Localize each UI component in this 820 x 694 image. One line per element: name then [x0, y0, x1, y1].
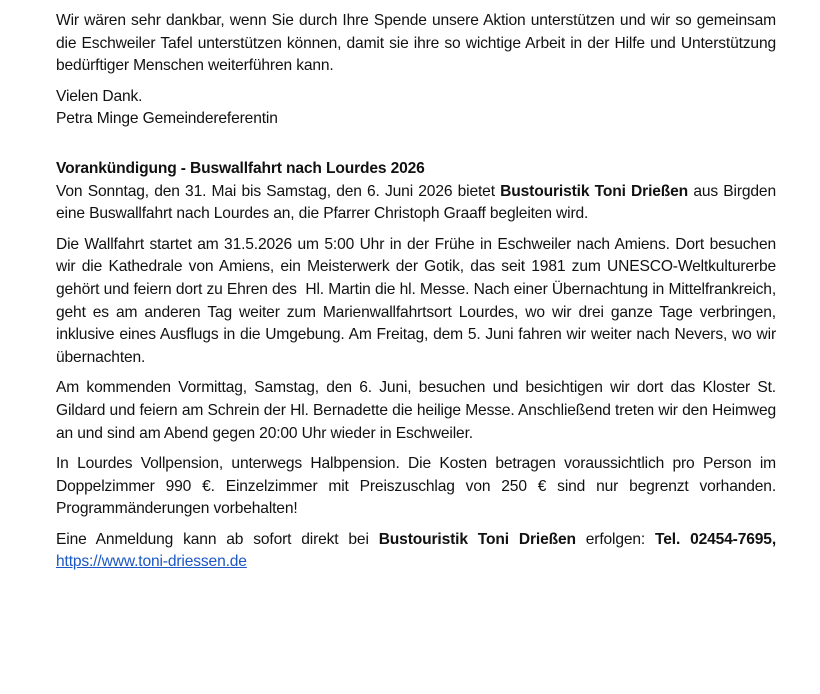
announcement-paragraph-1	[56, 181, 776, 226]
intro-paragraph: Wir wären sehr dankbar, wenn Sie durch Ihre Spende unsere Aktion unterstützen und wir so gemeinsam die Eschweiler Tafel unterstützen können, damit sie ihre so wichtige Arbeit in der Hilfe und Unterstützung bedürftiger Menschen weiterführen kann.	[56, 12, 776, 75]
p1-text-after: aus Birgden eine Buswallfahrt nach Lourdes an, die Pfarrer Christoph Graaff begleiten wird.	[56, 182, 776, 223]
p5-text-middle: erfolgen:	[575, 530, 656, 548]
phone-number: Tel. 02454-7695,	[655, 530, 776, 548]
website-link[interactable]: https://www.toni-driessen.de	[56, 553, 247, 571]
operator-name: Bustouristik Toni Drießen	[500, 182, 689, 200]
operator-name-registration: Bustouristik Toni Drießen	[378, 530, 576, 548]
thanks-line: Vielen Dank.	[56, 87, 143, 105]
section-heading: Vorankündigung - Buswallfahrt nach Lourdes 2026	[56, 159, 425, 177]
document-body	[56, 10, 781, 574]
p1-text-before: Von Sonntag, den 31. Mai bis Samstag, den 6. Juni 2026 bietet	[56, 182, 501, 200]
registration-paragraph	[56, 529, 776, 574]
signature-line: Petra Minge Gemeindereferentin	[56, 110, 278, 128]
announcement-paragraph-2: Die Wallfahrt startet am 31.5.2026 um 5:00 Uhr in der Frühe in Eschweiler nach Amiens. Dort besuchen wir die Kathedrale von Amiens, ein Meisterwerk der Gotik, das seit 1981 zum UNESCO-Weltkulturerbe gehört und feiern dort zu Ehren des Hl. Martin die hl. Messe. Nach einer Übernachtung in Mittelfrankreich, geht es am anderen Tag weiter zum Marienwallfahrtsort Lourdes, wo wir drei ganze Tage verbringen, inklusive eines Ausflugs in die Umgebung. Am Freitag, dem 5. Juni fahren wir weiter nach Nevers, wo wir übernachten.	[56, 235, 781, 366]
announcement-paragraph-3: Am kommenden Vormittag, Samstag, den 6. Juni, besuchen und besichtigen wir dort das Kloster St. Gildard und feiern am Schrein der Hl. Bernadette die heilige Messe. Anschließend treten wir den Heimweg an und sind am Abend gegen 20:00 Uhr wieder in Eschweiler.	[56, 379, 776, 442]
p5-text-before: Eine Anmeldung kann ab sofort direkt bei	[56, 530, 379, 548]
announcement-paragraph-4: In Lourdes Vollpension, unterwegs Halbpension. Die Kosten betragen voraussichtlich pro Person im Doppelzimmer 990 €. Einzelzimmer mit Preiszuschlag von 250 € sind nur begrenzt vorhanden. Programmänderungen vorbehalten!	[56, 455, 776, 518]
